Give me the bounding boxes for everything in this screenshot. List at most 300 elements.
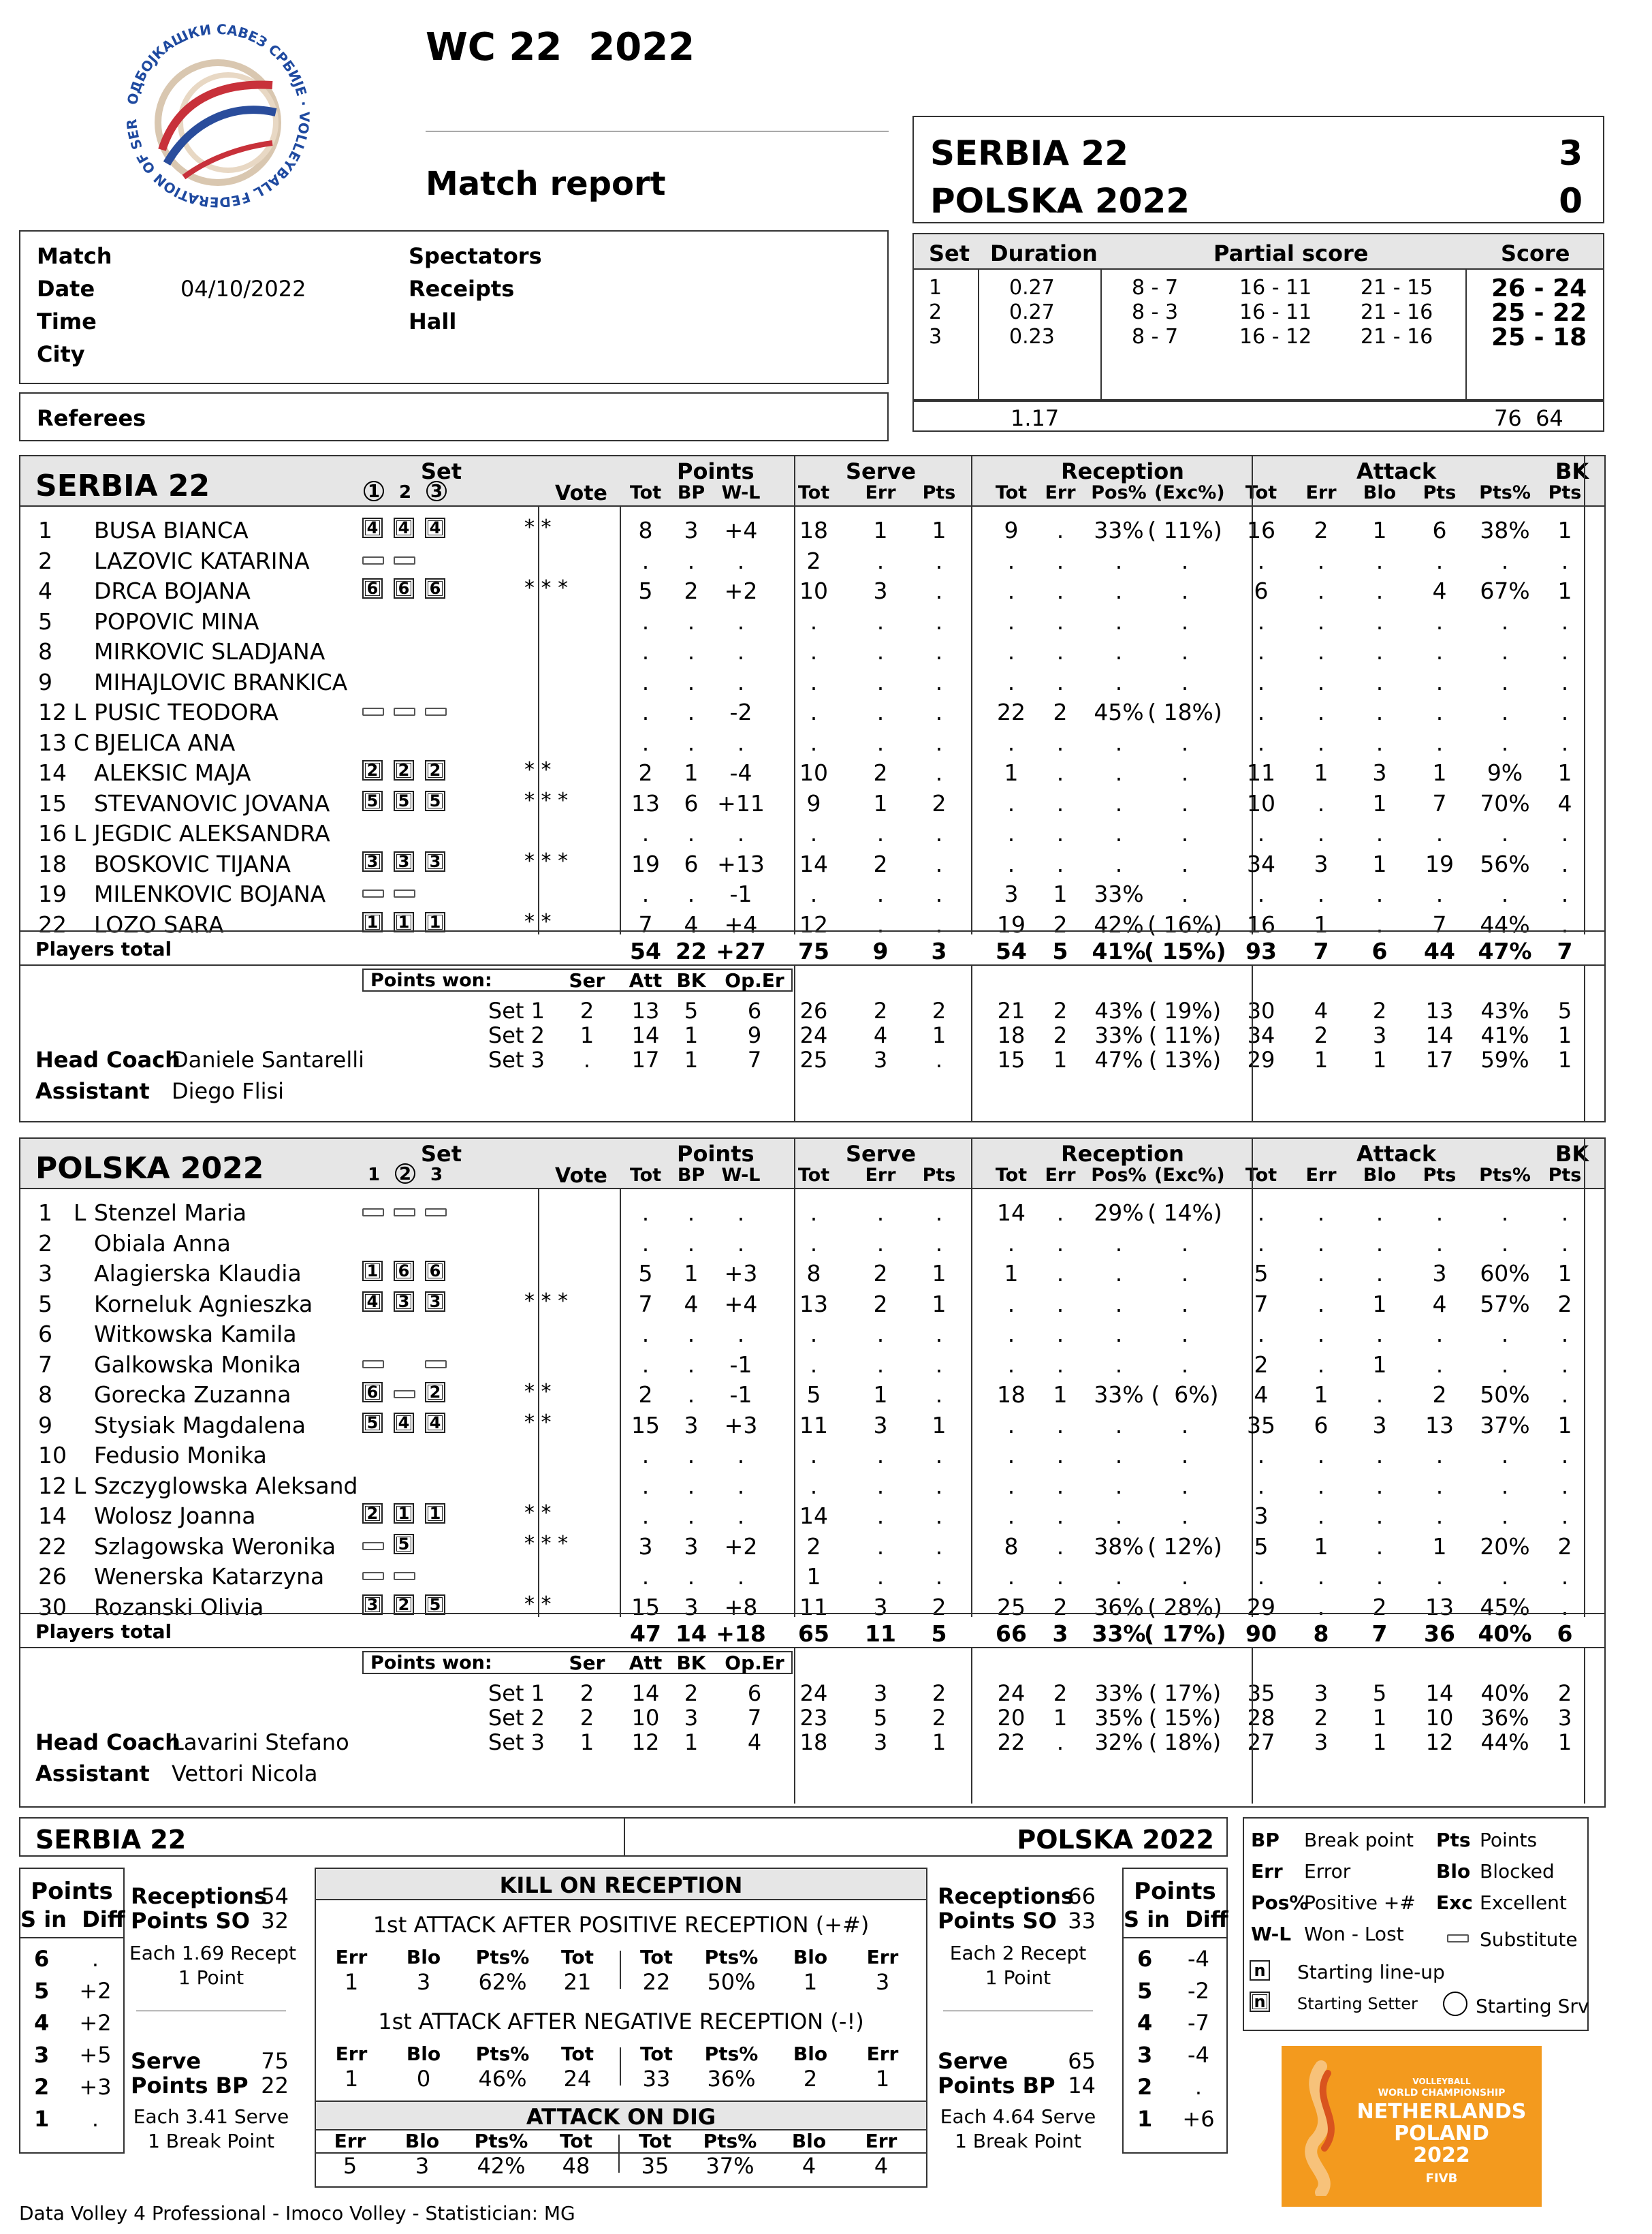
report-title: Match report <box>426 165 666 203</box>
pw-cell: 14 <box>631 1022 660 1048</box>
right-stats <box>936 1868 1100 2154</box>
sub-col-header: Pts <box>922 482 956 503</box>
kill-value: 3 <box>415 2153 430 2179</box>
kill-value: 37% <box>705 2153 754 2179</box>
stat-cell: . <box>1501 729 1509 756</box>
stat-cell: . <box>1561 1199 1569 1226</box>
sub-col-header: Tot <box>1245 482 1277 503</box>
stat-cell: . <box>1317 608 1325 635</box>
match-label: Match <box>37 243 112 269</box>
kill-value: 2 <box>803 2066 818 2092</box>
stat-cell: . <box>1181 759 1189 786</box>
pos-title: 1st ATTACK AFTER POSITIVE RECEPTION (+#) <box>372 1912 870 1938</box>
stat-cell: . <box>1115 1563 1123 1590</box>
stat-cell: . <box>1007 820 1015 847</box>
set-stat-cell: 26 <box>799 998 828 1024</box>
pw-header: BK <box>676 1652 706 1674</box>
set-duration: 0.27 <box>1009 276 1055 300</box>
player-name: DRCA BOJANA <box>94 578 251 604</box>
right-receptions: 66 <box>1068 1883 1096 1909</box>
stat-cell: 37% <box>1480 1411 1530 1438</box>
stat-cell: . <box>1501 881 1509 907</box>
legend-desc: Won - Lost <box>1304 1923 1404 1945</box>
stat-cell: 5 <box>806 1381 821 1408</box>
right-points-bp-label: Points BP <box>938 2073 1055 2098</box>
stat-cell: 38% <box>1480 517 1530 544</box>
right-points-title: Points <box>1134 1878 1216 1905</box>
stat-cell: . <box>687 1381 695 1408</box>
stat-cell: . <box>1376 608 1384 635</box>
players-total-label: Players total <box>35 938 172 960</box>
stat-cell: . <box>641 699 650 725</box>
team-a-sets: 3 <box>1559 133 1583 173</box>
stat-cell: . <box>1056 517 1064 544</box>
player-name: Szczyglowska Aleksand <box>94 1472 358 1499</box>
starting-position: 3 <box>362 851 383 872</box>
stat-cell: . <box>1056 729 1064 756</box>
starting-position: 4 <box>394 518 414 538</box>
kill-header: Tot <box>639 2043 673 2065</box>
stat-cell: . <box>1257 881 1265 907</box>
stat-cell: . <box>1257 668 1265 695</box>
stat-cell: . <box>1561 608 1569 635</box>
player-name: Obiala Anna <box>94 1229 231 1257</box>
stat-cell: . <box>641 608 650 635</box>
stat-cell: . <box>737 1472 745 1499</box>
stat-cell: 2 <box>806 547 821 574</box>
stat-cell: . <box>1181 1503 1189 1529</box>
player-row <box>20 547 1604 577</box>
event-line5: 2022 <box>1413 2143 1470 2167</box>
player-name: Wolosz Joanna <box>94 1503 256 1529</box>
dig-values-border <box>315 2126 927 2188</box>
stat-cell: . <box>935 668 943 695</box>
total-cell: 41% <box>1092 938 1146 964</box>
stat-cell: . <box>1056 668 1064 695</box>
stat-cell: 5 <box>1254 1260 1269 1287</box>
player-row <box>20 577 1604 607</box>
set-header: Set <box>929 240 970 266</box>
left-serve-label: Serve <box>131 2048 202 2074</box>
stat-cell: 2 <box>1053 911 1068 938</box>
stat-cell: . <box>935 850 943 877</box>
set-stat-cell: 1 <box>1557 1022 1572 1048</box>
stat-cell: . <box>876 881 885 907</box>
stat-cell: . <box>1435 1503 1444 1529</box>
stat-cell: 13 <box>1425 1411 1454 1438</box>
total-cell: 54 <box>996 938 1027 964</box>
pw-cell: 1 <box>684 1047 699 1073</box>
stat-cell: 1 <box>932 1290 947 1317</box>
stat-cell: 25 <box>997 1593 1026 1620</box>
stat-cell: . <box>1317 881 1325 907</box>
sub-col-header: Pos% <box>1091 1165 1147 1186</box>
stat-cell: . <box>1501 1199 1509 1226</box>
pw-cell: 5 <box>684 998 699 1024</box>
stat-cell: . <box>810 699 818 725</box>
stat-cell: . <box>935 638 943 665</box>
set-stat-cell: 1 <box>1314 1047 1329 1073</box>
set-stat-cell: 24 <box>997 1680 1026 1706</box>
set-stat-cell: 2 <box>1053 1022 1068 1048</box>
legend-desc: Points <box>1480 1829 1538 1851</box>
stat-cell: . <box>641 1503 650 1529</box>
stat-cell: . <box>1181 1321 1189 1347</box>
stat-cell: . <box>1007 1563 1015 1590</box>
stat-cell: . <box>1007 578 1015 604</box>
player-number: 9 <box>38 1411 52 1438</box>
stat-cell: . <box>1317 789 1325 817</box>
player-number: 9 <box>38 668 52 695</box>
legend-abbr: Err <box>1251 1860 1283 1883</box>
starting-position: 3 <box>394 1291 414 1312</box>
stat-cell: . <box>1376 578 1384 604</box>
stat-cell: . <box>1376 699 1384 725</box>
stat-cell: . <box>737 1563 745 1590</box>
kill-value: 4 <box>874 2153 889 2179</box>
legend-desc: Excellent <box>1480 1891 1567 1914</box>
stat-cell: 15 <box>631 1593 660 1620</box>
stat-cell: . <box>1115 668 1123 695</box>
stat-cell: . <box>1501 1472 1509 1499</box>
set-stat-cell: 12 <box>1425 1729 1454 1755</box>
stat-cell: . <box>1376 638 1384 665</box>
player-row <box>20 638 1604 667</box>
stat-cell: . <box>810 1229 818 1257</box>
legend-abbr: Exc <box>1436 1891 1473 1914</box>
total-cell: 7 <box>1371 1620 1388 1647</box>
player-number: 8 <box>38 1381 52 1408</box>
player-number: 14 <box>38 759 67 786</box>
stat-cell: 29 <box>1247 1593 1275 1620</box>
starting-position: 1 <box>425 1503 445 1524</box>
stat-cell: 2 <box>1557 1290 1572 1317</box>
stat-cell: . <box>1181 850 1189 877</box>
starting-lineup-icon: n <box>1250 1960 1270 1981</box>
player-name: Galkowska Monika <box>94 1351 302 1378</box>
stat-cell: 1 <box>1314 1532 1329 1560</box>
stat-cell: 4 <box>1254 1381 1269 1408</box>
stat-cell: . <box>1257 699 1265 725</box>
stat-cell: 1 <box>932 1411 947 1438</box>
player-row <box>20 1532 1604 1562</box>
lower-separator <box>1252 964 1253 1121</box>
stat-cell: . <box>687 608 695 635</box>
stat-cell: . <box>1056 759 1064 786</box>
stat-cell: . <box>1561 1563 1569 1590</box>
set-stat-cell: 3 <box>1372 1022 1387 1048</box>
stat-cell: . <box>1376 1260 1384 1287</box>
legend-box <box>1243 1817 1589 2031</box>
kill-header: Blo <box>406 1946 441 1968</box>
set-stat-cell: 28 <box>1247 1705 1275 1731</box>
match-info-box <box>19 230 889 384</box>
vote-stars: * * * <box>524 849 569 873</box>
points-diff: -7 <box>1188 2010 1209 2036</box>
total-cell: +18 <box>716 1620 766 1647</box>
right-points-sub: S in Diff <box>1124 1906 1228 1932</box>
player-number: 22 <box>38 1532 67 1560</box>
kill-value: 1 <box>344 2066 359 2092</box>
set-stat-cell: 4 <box>873 1022 888 1048</box>
player-row <box>20 668 1604 698</box>
stat-cell: . <box>1435 1442 1444 1468</box>
starting-position: 5 <box>394 1534 414 1554</box>
stat-cell: ( 11%) <box>1147 517 1222 544</box>
substitute-marker <box>394 556 415 565</box>
stat-cell: . <box>1376 1229 1384 1257</box>
stat-cell: . <box>1317 668 1325 695</box>
total-points: 76 64 <box>1494 405 1563 431</box>
pw-cell: 9 <box>747 1022 762 1048</box>
player-name: LAZOVIC KATARINA <box>94 547 310 574</box>
stat-cell: . <box>1181 1442 1189 1468</box>
set-stat-cell: 1 <box>1557 1047 1572 1073</box>
stat-cell: 7 <box>638 911 653 938</box>
total-cell: 5 <box>931 1620 947 1647</box>
stat-cell: 4 <box>1432 578 1447 604</box>
stat-cell: 1 <box>1372 1290 1387 1317</box>
stat-cell: . <box>737 729 745 756</box>
total-cell: 40% <box>1478 1620 1532 1647</box>
stat-cell: . <box>1056 1290 1064 1317</box>
total-cell: ( 17%) <box>1144 1620 1226 1647</box>
partial-16: 16 - 12 <box>1239 325 1312 349</box>
player-name: PUSIC TEODORA <box>94 699 279 725</box>
pw-cell: 13 <box>631 998 660 1024</box>
result-box <box>912 116 1604 223</box>
set-stat-cell: 25 <box>799 1047 828 1073</box>
bk-col-header: BK <box>1555 458 1589 484</box>
set-stat-cell: 3 <box>1557 1705 1572 1731</box>
set-stat-cell: 30 <box>1247 998 1275 1024</box>
stat-cell: . <box>1181 578 1189 604</box>
starting-position: 1 <box>362 912 383 932</box>
player-name: Szlagowska Weronika <box>94 1532 336 1560</box>
team-b-name: POLSKA 2022 <box>930 181 1190 221</box>
stat-cell: +3 <box>724 1411 758 1438</box>
stat-cell: . <box>1376 911 1384 938</box>
set-stat-cell: ( 11%) <box>1148 1022 1222 1048</box>
stat-cell: . <box>737 1229 745 1257</box>
set-stat-cell: 24 <box>799 1022 828 1048</box>
sub-col-header: Pts <box>1548 482 1582 503</box>
stat-cell: . <box>687 547 695 574</box>
pw-cell: 14 <box>631 1680 660 1706</box>
starting-position: 1 <box>425 912 445 932</box>
player-name: ALEKSIC MAJA <box>94 759 251 786</box>
total-cell: 75 <box>798 938 829 964</box>
stat-cell: . <box>935 1381 943 1408</box>
receipts-label: Receipts <box>409 276 515 302</box>
stat-cell: . <box>1007 668 1015 695</box>
total-cell: 47% <box>1478 938 1532 964</box>
starting-position: 2 <box>425 1382 445 1402</box>
total-line-top <box>20 930 1604 932</box>
set-digit: 1 <box>367 1165 381 1185</box>
stat-cell: 70% <box>1480 789 1530 817</box>
player-row <box>20 911 1604 941</box>
stat-cell: . <box>1435 547 1444 574</box>
stat-cell: 2 <box>684 578 699 604</box>
set-row-label: Set 1 <box>488 1680 545 1706</box>
set-stat-cell: 29 <box>1247 1047 1275 1073</box>
stat-cell: . <box>1376 1472 1384 1499</box>
kill-value: 5 <box>343 2153 358 2179</box>
total-score-box <box>912 400 1604 432</box>
sub-col-header: BP <box>677 482 705 503</box>
stat-cell: 8 <box>1004 1532 1019 1560</box>
points-diff: +2 <box>79 2010 112 2036</box>
total-cell: 3 <box>1052 1620 1068 1647</box>
left-receptions: 54 <box>261 1883 289 1909</box>
stat-cell: 1 <box>1432 1532 1447 1560</box>
stat-cell: ( 6%) <box>1151 1381 1219 1408</box>
starting-position: 6 <box>394 1261 414 1281</box>
serve-col-header: Serve <box>846 458 917 484</box>
stat-cell: . <box>1257 1442 1265 1468</box>
pw-cell: 2 <box>579 1680 594 1706</box>
stat-cell: 19 <box>1425 850 1454 877</box>
attack-col-header: Attack <box>1356 1141 1437 1167</box>
stat-cell: 15 <box>631 1411 660 1438</box>
stat-cell: 3 <box>1314 850 1329 877</box>
stat-cell: . <box>641 1199 650 1226</box>
left-receptions-label: Receptions <box>131 1883 267 1909</box>
stat-cell: . <box>1056 1229 1064 1257</box>
stat-cell: . <box>1501 1563 1509 1590</box>
stat-cell: 2 <box>932 1593 947 1620</box>
legend-abbr: W-L <box>1251 1923 1292 1945</box>
set-number: 2 <box>929 300 942 324</box>
player-number: 4 <box>38 578 52 604</box>
left-points-sub: S in Diff <box>20 1906 125 1932</box>
stat-cell: . <box>935 1532 943 1560</box>
vote-stars: * * * <box>524 1531 569 1556</box>
stat-cell: 14 <box>799 1503 828 1529</box>
stat-cell: 2 <box>1557 1532 1572 1560</box>
stat-cell: . <box>1007 789 1015 817</box>
stat-cell: . <box>1561 1593 1569 1620</box>
set-stat-cell: 27 <box>1247 1729 1275 1755</box>
stat-cell: . <box>641 729 650 756</box>
kill-value: 22 <box>642 1969 671 1995</box>
stat-cell: -2 <box>729 699 752 725</box>
set-stat-cell: 1 <box>1372 1729 1387 1755</box>
stat-cell: . <box>935 1503 943 1529</box>
kill-value: 21 <box>563 1969 592 1995</box>
partial-21: 21 - 15 <box>1361 276 1433 300</box>
stat-cell: . <box>1317 820 1325 847</box>
stat-cell: . <box>1501 699 1509 725</box>
stat-cell: 19 <box>997 911 1026 938</box>
sub-col-header: Pts <box>1423 482 1457 503</box>
stat-cell: . <box>687 638 695 665</box>
player-name: Fedusio Monika <box>94 1442 267 1468</box>
stat-cell: 12 <box>799 911 828 938</box>
sub-col-header: Err <box>1305 1165 1337 1186</box>
sub-col-header: W-L <box>721 482 761 503</box>
player-role: L <box>74 820 86 847</box>
set-stat-cell: 43% <box>1094 998 1143 1024</box>
stat-cell: 1 <box>1372 789 1387 817</box>
player-name: BUSA BIANCA <box>94 517 249 544</box>
total-cell: 6 <box>1557 1620 1573 1647</box>
stat-cell: ( 28%) <box>1147 1593 1222 1620</box>
player-row <box>20 608 1604 638</box>
match-date: 04/10/2022 <box>180 276 306 302</box>
stat-cell: . <box>687 729 695 756</box>
stat-cell: . <box>1376 1381 1384 1408</box>
stat-cell: . <box>935 578 943 604</box>
stat-cell: . <box>1561 1321 1569 1347</box>
set-score: 26 - 24 <box>1491 274 1587 302</box>
lower-separator <box>1584 964 1585 1121</box>
stat-cell: . <box>1181 1563 1189 1590</box>
stat-cell: . <box>876 1351 885 1378</box>
stat-cell: . <box>1115 1351 1123 1378</box>
stat-cell: . <box>687 1199 695 1226</box>
vote-stars: * * <box>524 1380 552 1404</box>
sub-col-header: Tot <box>629 482 662 503</box>
left-one-bp: 1 Break Point <box>148 2130 274 2152</box>
legend-abbr: Pts <box>1436 1829 1471 1851</box>
pw-cell: . <box>583 1047 591 1073</box>
dig-title: ATTACK ON DIG <box>526 2104 716 2130</box>
stat-cell: . <box>935 1199 943 1226</box>
stat-cell: . <box>641 1229 650 1257</box>
stat-cell: . <box>1376 820 1384 847</box>
set-stat-cell: 43% <box>1480 998 1529 1024</box>
stat-cell: 3 <box>684 1411 699 1438</box>
stat-cell: . <box>1115 850 1123 877</box>
stat-cell: . <box>1317 1321 1325 1347</box>
stat-cell: . <box>1056 1472 1064 1499</box>
stat-cell: . <box>1317 1563 1325 1590</box>
footer-text: Data Volley 4 Professional - Imoco Volley - Statistician: MG <box>19 2202 575 2224</box>
stat-cell: ( 14%) <box>1147 1199 1222 1226</box>
referees-box <box>19 392 889 441</box>
stat-cell: 16 <box>1247 911 1275 938</box>
stat-cell: . <box>1501 820 1509 847</box>
stat-cell: . <box>1561 729 1569 756</box>
stat-cell: 6 <box>684 850 699 877</box>
starting-position: 6 <box>362 1382 383 1402</box>
stat-cell: . <box>1056 1563 1064 1590</box>
stat-cell: . <box>1181 1260 1189 1287</box>
event-line3: NETHERLANDS <box>1356 2100 1527 2124</box>
stat-cell: . <box>737 820 745 847</box>
stat-cell: . <box>1561 1351 1569 1378</box>
stat-cell: 2 <box>806 1532 821 1560</box>
set-stat-cell: 1 <box>1053 1047 1068 1073</box>
pw-cell: 6 <box>747 998 762 1024</box>
stat-cell: . <box>1257 1321 1265 1347</box>
stat-cell: . <box>1435 699 1444 725</box>
stat-cell: 4 <box>1432 1290 1447 1317</box>
stat-cell: 4 <box>1557 789 1572 817</box>
stat-cell: . <box>737 1442 745 1468</box>
starting-position: 5 <box>362 791 383 811</box>
substitute-marker <box>362 1542 384 1550</box>
stat-cell: 1 <box>1004 759 1019 786</box>
svg-text:ОДБОЈКАШКИ САВЕЗ СРБИЈЕ · VOLL: ОДБОЈКАШКИ САВЕЗ СРБИЈЕ · VOLLEYBALL FEDERATION OF SER <box>123 20 313 211</box>
stat-cell: 1 <box>1432 759 1447 786</box>
stat-cell: 20% <box>1480 1532 1530 1560</box>
stat-cell: 8 <box>638 517 653 544</box>
stat-cell: . <box>810 1321 818 1347</box>
stat-cell: 1 <box>932 517 947 544</box>
